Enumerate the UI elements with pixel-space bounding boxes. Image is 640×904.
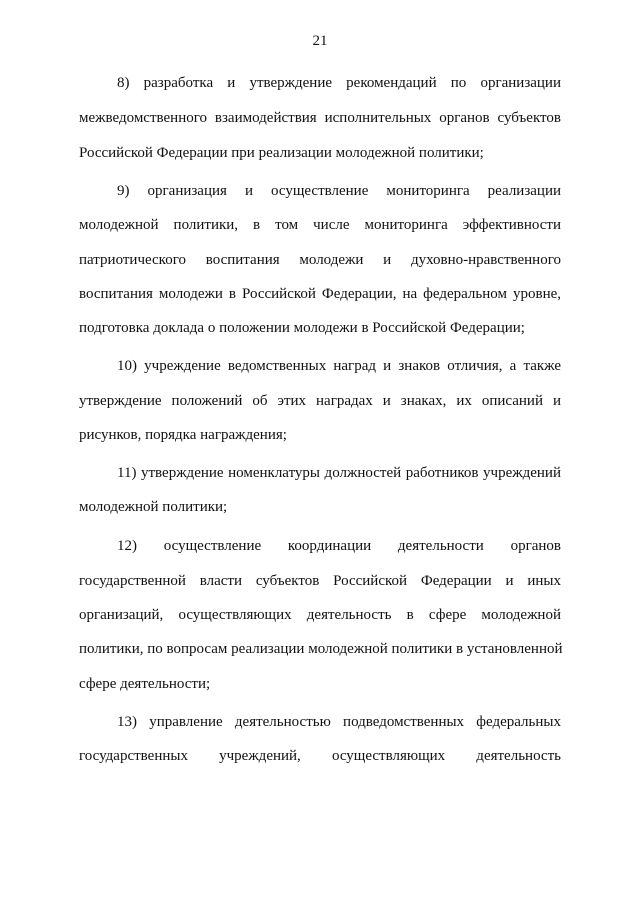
item-9-line-5: подготовка доклада о положении молодежи в Российской Федерации; — [79, 320, 525, 336]
item-11-line-1: 11) утверждение номенклатуры должностей работников учреждений — [117, 465, 561, 481]
item-9-line-3: патриотического воспитания молодежи и духовно-нравственного — [79, 252, 561, 268]
item-11-line-2: молодежной политики; — [79, 499, 228, 515]
item-13-line-2: государственных учреждений, осуществляющих деятельность — [79, 748, 561, 764]
item-9-line-1: 9) организация и осуществление мониторинга реализации — [117, 183, 561, 199]
item-12-line-1: 12) осуществление координации деятельности органов — [117, 538, 561, 554]
item-10-line-1: 10) учреждение ведомственных наград и знаков отличия, а также — [117, 358, 561, 374]
item-12-line-4: политики, по вопросам реализации молодежной политики в установленной — [79, 641, 563, 657]
item-10-line-2: утверждение положений об этих наградах и знаках, их описаний и — [79, 393, 561, 409]
item-12-line-5: сфере деятельности; — [79, 676, 211, 692]
item-12-line-3: организаций, осуществляющих деятельность в сфере молодежной — [79, 607, 561, 623]
item-8-line-1: 8) разработка и утверждение рекомендаций по организации — [117, 75, 561, 91]
page-number: 21 — [312, 33, 328, 49]
item-12-line-2: государственной власти субъектов Российской Федерации и иных — [79, 573, 561, 589]
item-13-line-1: 13) управление деятельностью подведомственных федеральных — [117, 714, 561, 730]
item-10-line-3: рисунков, порядка награждения; — [79, 427, 287, 443]
item-8-line-3: Российской Федерации при реализации молодежной политики; — [79, 145, 484, 161]
item-9-line-2: молодежной политики, в том числе мониторинга эффективности — [79, 217, 561, 233]
item-8-line-2: межведомственного взаимодействия исполнительных органов субъектов — [79, 110, 561, 126]
item-9-line-4: воспитания молодежи в Российской Федерации, на федеральном уровне, — [79, 286, 561, 302]
